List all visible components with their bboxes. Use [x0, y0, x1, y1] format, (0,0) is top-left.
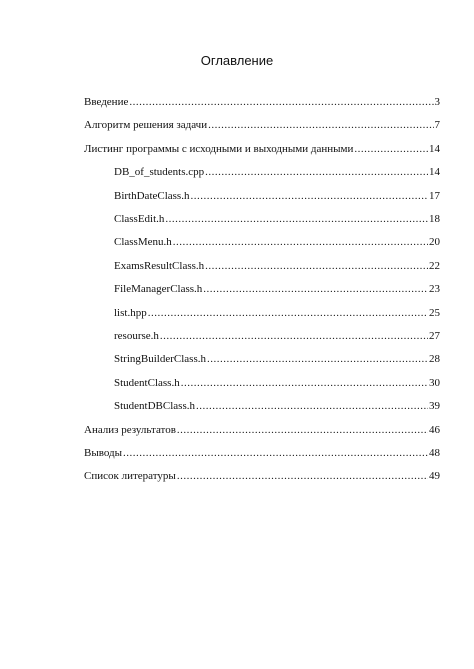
toc-entry-label: ExamsResultClass.h	[114, 259, 205, 272]
toc-entry[interactable]	[114, 400, 440, 420]
toc-entry[interactable]	[84, 119, 440, 139]
toc-entry-label: list.hpp	[114, 306, 147, 319]
toc-entry-page: 48	[429, 447, 440, 459]
toc-dot-leader	[196, 400, 428, 412]
toc-entry[interactable]	[84, 447, 440, 467]
toc-dot-leader	[354, 143, 428, 155]
toc-dot-leader	[205, 166, 428, 178]
toc-entry-page: 39	[429, 400, 440, 413]
toc-dot-leader	[165, 213, 428, 225]
toc-entry-label: Анализ результатов	[84, 423, 176, 436]
toc-entry[interactable]	[84, 424, 440, 444]
toc-entry-label: DB_of_students.cpp	[114, 166, 205, 179]
toc-entry-page: 22	[429, 259, 440, 272]
toc-entry[interactable]	[114, 330, 440, 350]
toc-entry[interactable]	[114, 166, 440, 186]
toc-entry-page: 27	[429, 330, 440, 342]
toc-entry-label: StudentDBClass.h	[114, 400, 195, 413]
toc-entry[interactable]	[114, 260, 440, 280]
toc-entry[interactable]	[84, 143, 440, 163]
toc-dot-leader	[177, 470, 428, 482]
toc-entry-page: 23	[429, 283, 440, 296]
toc-entry-page: 14	[429, 166, 440, 179]
toc-entry-page: 46	[429, 423, 440, 436]
toc-entry[interactable]	[114, 283, 440, 303]
toc-dot-leader	[160, 330, 428, 342]
toc-dot-leader	[129, 96, 433, 108]
toc-title: Оглавление	[200, 53, 274, 68]
toc-dot-leader	[205, 260, 428, 272]
toc-dot-leader	[208, 119, 433, 131]
toc-entry-page: 17	[429, 189, 440, 202]
toc-dot-leader	[207, 353, 428, 365]
toc-entry-label: ClassEdit.h	[114, 213, 165, 225]
toc-entry-page: 18	[429, 213, 440, 225]
toc-entry-label: Листинг программы с исходными и выходными данными	[84, 142, 354, 155]
toc-entry-page: 30	[429, 376, 440, 389]
toc-entry-label: Введение	[84, 96, 129, 108]
toc-entry[interactable]	[114, 236, 440, 256]
toc-entry-label: FileManagerClass.h	[114, 283, 203, 296]
toc-entry[interactable]	[114, 377, 440, 397]
toc-dot-leader	[203, 283, 428, 295]
toc-entry[interactable]	[114, 353, 440, 373]
toc-entry-page: 3	[434, 96, 440, 108]
toc-dot-leader	[123, 447, 428, 459]
toc-entry-page: 7	[434, 119, 440, 132]
toc-entry-label: Алгоритм решения задачи	[84, 119, 208, 132]
toc-entry-label: StudentClass.h	[114, 376, 180, 389]
toc-entry-page: 49	[429, 470, 440, 483]
toc-entry[interactable]	[114, 190, 440, 210]
toc-entry-label: Список литературы	[84, 470, 176, 483]
toc-entry-label: BirthDateClass.h	[114, 189, 190, 202]
toc-entry[interactable]	[84, 96, 440, 116]
toc-entry[interactable]	[84, 470, 440, 490]
toc-dot-leader	[173, 236, 428, 248]
toc-entry-label: StringBuilderClass.h	[114, 353, 206, 366]
toc-dot-leader	[177, 424, 428, 436]
toc-entry[interactable]	[114, 307, 440, 327]
toc-entry-page: 14	[429, 142, 440, 155]
toc-dot-leader	[148, 307, 428, 319]
toc-dot-leader	[181, 377, 428, 389]
toc-entry-page: 25	[429, 306, 440, 319]
toc-entry-label: resourse.h	[114, 330, 159, 342]
toc-entry-page: 20	[429, 236, 440, 249]
toc-entry-label: Выводы	[84, 447, 123, 459]
toc-entry[interactable]	[114, 213, 440, 233]
toc-entry-page: 28	[429, 353, 440, 366]
toc-entry-label: ClassMenu.h	[114, 236, 172, 249]
toc-dot-leader	[190, 190, 428, 202]
